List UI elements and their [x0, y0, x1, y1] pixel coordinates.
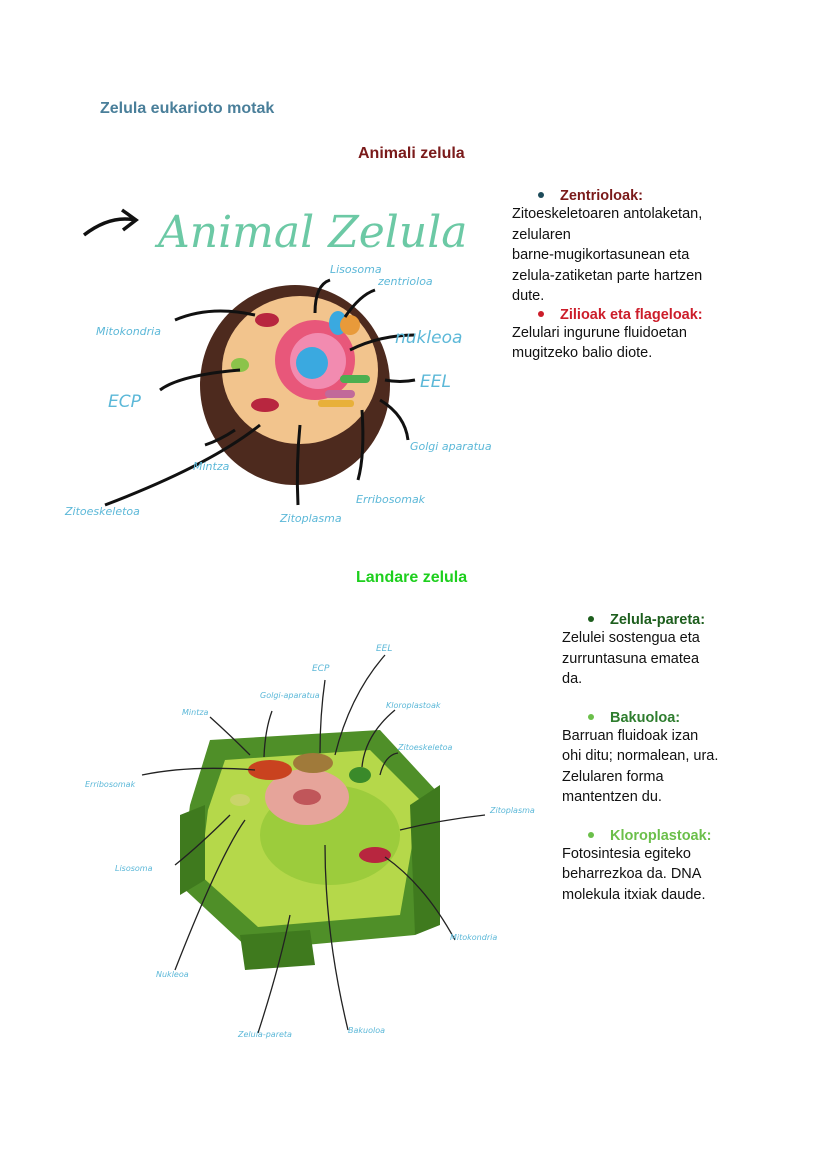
label-ecp: ECP	[108, 392, 141, 412]
plant-label-ecp: ECP	[312, 664, 330, 674]
item-text	[562, 628, 762, 690]
bullet-dot	[588, 832, 594, 838]
text-line: Zitoeskeletoaren antolaketan,	[512, 206, 703, 222]
page-title: Zelula eukarioto motak	[100, 100, 275, 117]
plant-label-eel: EEL	[376, 644, 393, 654]
item-title: Bakuoloa:	[610, 709, 681, 726]
animal-title-text: Animal Zelula	[158, 207, 468, 258]
label-mitokondria: Mitokondria	[96, 325, 161, 338]
plant-label-erribosomak: Erribosomak	[85, 780, 136, 789]
label-mintza: Mintza	[193, 460, 230, 473]
plant-label-kloroplastoak: Kloroplastoak	[386, 701, 441, 710]
animal-cell-diagram	[60, 185, 500, 535]
list-item	[512, 307, 752, 323]
list-item	[562, 828, 762, 844]
plant-label-zitoeskeletoa: Zitoeskeletoa	[398, 743, 453, 752]
item-title: Kloroplastoak:	[610, 827, 712, 844]
plant-label-mintza: Mintza	[182, 708, 209, 717]
plant-info	[562, 612, 762, 905]
text-line: zelularen	[512, 226, 571, 243]
plant-label-mitokondria: Mitokondria	[450, 933, 498, 942]
text-line: Barruan fluidoak izan	[562, 727, 699, 744]
list-item	[562, 710, 762, 726]
label-zentrioloa: zentrioloa	[378, 275, 433, 288]
text-line: beharrezkoa da. DNA	[562, 866, 702, 882]
plant-cell-heading: Landare zelula	[356, 569, 468, 586]
label-zitoeskeletoa: Zitoeskeletoa	[65, 505, 140, 518]
animal-info	[512, 188, 752, 364]
label-golgi: Golgi aparatua	[410, 440, 492, 453]
bullet-dot	[588, 616, 594, 622]
text-line: mantentzen du.	[562, 789, 662, 805]
text-line: Zelulei sostengua eta	[562, 630, 700, 646]
animal-cell-heading: Animali zelula	[358, 145, 465, 162]
item-text	[512, 323, 752, 364]
plant-label-zitoplasma: Zitoplasma	[490, 806, 535, 815]
plant-label-golgi: Golgi-aparatua	[260, 691, 320, 700]
bullet-dot	[538, 192, 544, 198]
text-line: zelula-zatiketan parte hartzen	[512, 267, 703, 284]
plant-label-lisosoma: Lisosoma	[115, 864, 153, 873]
item-text	[512, 204, 752, 307]
plant-label-bakuoloa: Bakuoloa	[348, 1026, 386, 1035]
bullet-dot	[588, 714, 594, 720]
label-nukleoa: nukleoa	[395, 328, 463, 348]
item-title: Zelula-pareta:	[610, 612, 706, 628]
label-erribosomak: Erribosomak	[356, 493, 426, 506]
label-eel: EEL	[420, 372, 451, 392]
text-line: Zelulari ingurune fluidoetan	[512, 324, 687, 341]
text-line: ohi ditu; normalean, ura.	[562, 748, 719, 764]
item-title: Zentrioloak:	[560, 188, 643, 204]
label-lisosoma: Lisosoma	[330, 263, 382, 276]
list-item	[512, 188, 752, 204]
text-line: dute.	[512, 288, 545, 304]
list-item	[562, 612, 762, 628]
plant-label-nukleoa: Nukleoa	[156, 970, 189, 979]
text-line: mugitzeko balio diote.	[512, 345, 653, 361]
bullet-dot	[538, 311, 544, 317]
text-line: Fotosintesia egiteko	[562, 845, 691, 862]
plant-label-zelula-pareta: Zelula-pareta	[238, 1030, 292, 1039]
text-line: da.	[562, 671, 583, 687]
item-text	[562, 844, 762, 906]
item-title: Zilioak eta flageloak:	[560, 306, 703, 323]
label-zitoplasma: Zitoplasma	[280, 512, 342, 525]
text-line: barne-mugikortasunean eta	[512, 247, 690, 263]
plant-cell-diagram	[80, 635, 540, 1045]
text-line: molekula itxiak daude.	[562, 886, 706, 903]
item-text	[562, 726, 762, 808]
text-line: Zelularen forma	[562, 768, 664, 785]
text-line: zurruntasuna ematea	[562, 650, 700, 667]
